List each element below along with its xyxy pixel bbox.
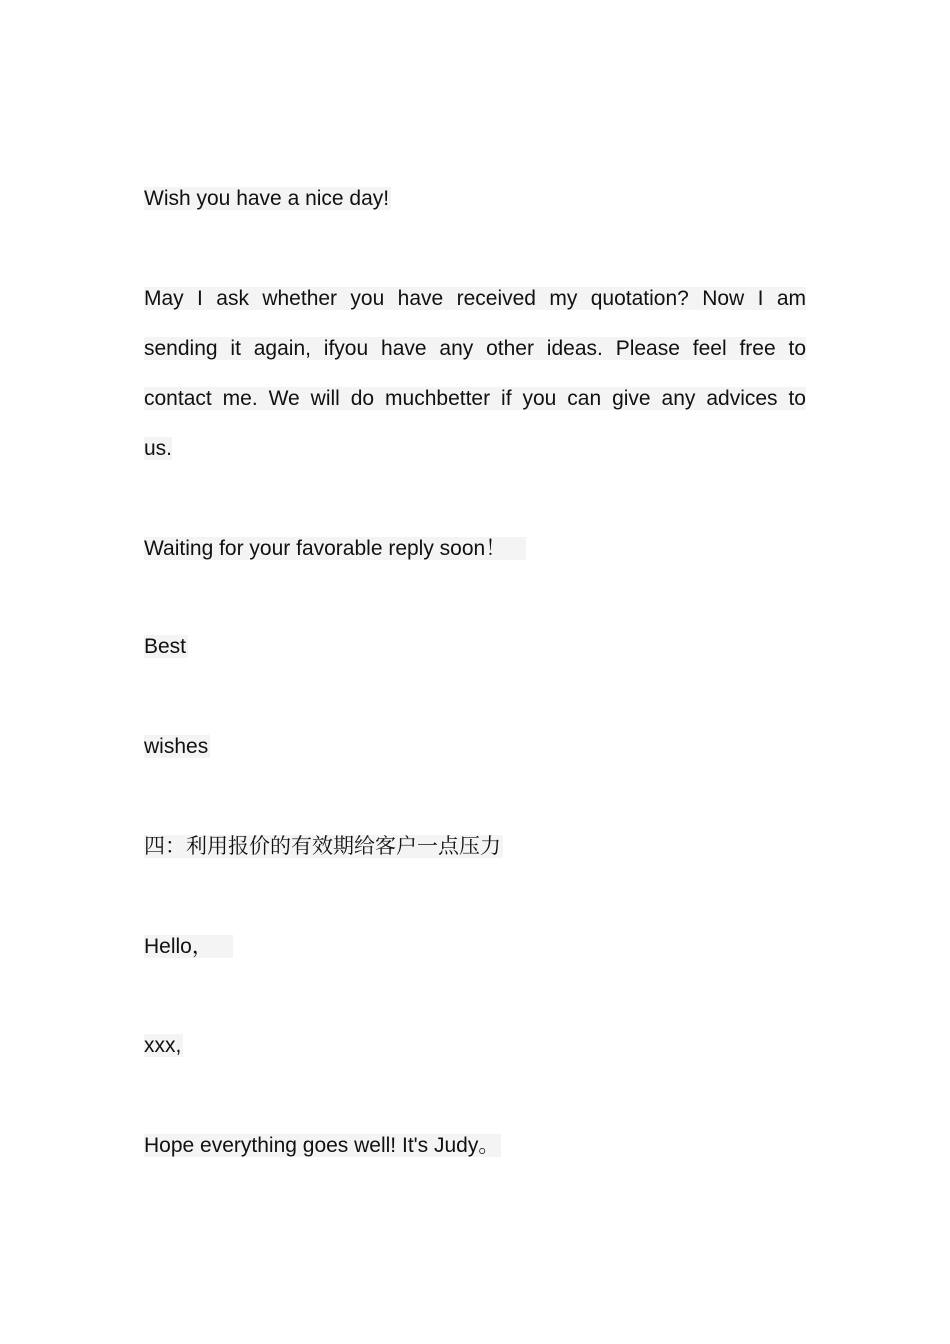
hello-line <box>144 922 233 972</box>
hope-text: Hope everything goes well! It's Judy。 <box>144 1134 500 1157</box>
greeting-text: Wish you have a nice day! <box>144 187 390 210</box>
body-paragraph <box>144 274 806 474</box>
body-line-1 <box>144 274 806 324</box>
body-line-4-text: us. <box>144 437 173 460</box>
body-line-3 <box>144 374 806 424</box>
section-heading-text: 四：利用报价的有效期给客户一点压力 <box>144 835 501 858</box>
waiting-line <box>144 524 526 574</box>
closing-best-text: Best <box>144 635 187 658</box>
recipient-line <box>144 1021 183 1071</box>
body-line-1-text: May I ask whether you have received my quotation? Now I am <box>144 287 806 310</box>
closing-wishes-line <box>144 722 210 772</box>
section-heading <box>144 822 503 872</box>
hope-line <box>144 1121 501 1171</box>
hello-text: Hello， <box>144 935 233 958</box>
body-line-2-text: sending it again, ifyou have any other ideas. Please feel free to <box>144 337 806 360</box>
greeting-line <box>144 174 391 224</box>
closing-wishes-text: wishes <box>144 735 209 758</box>
recipient-text: xxx, <box>144 1034 182 1057</box>
waiting-text: Waiting for your favorable reply soon！ <box>144 537 526 560</box>
body-line-2 <box>144 324 806 374</box>
body-line-3-text: contact me. We will do muchbetter if you can give any advices to <box>144 387 806 410</box>
closing-best-line <box>144 622 188 672</box>
body-line-4 <box>144 424 806 474</box>
